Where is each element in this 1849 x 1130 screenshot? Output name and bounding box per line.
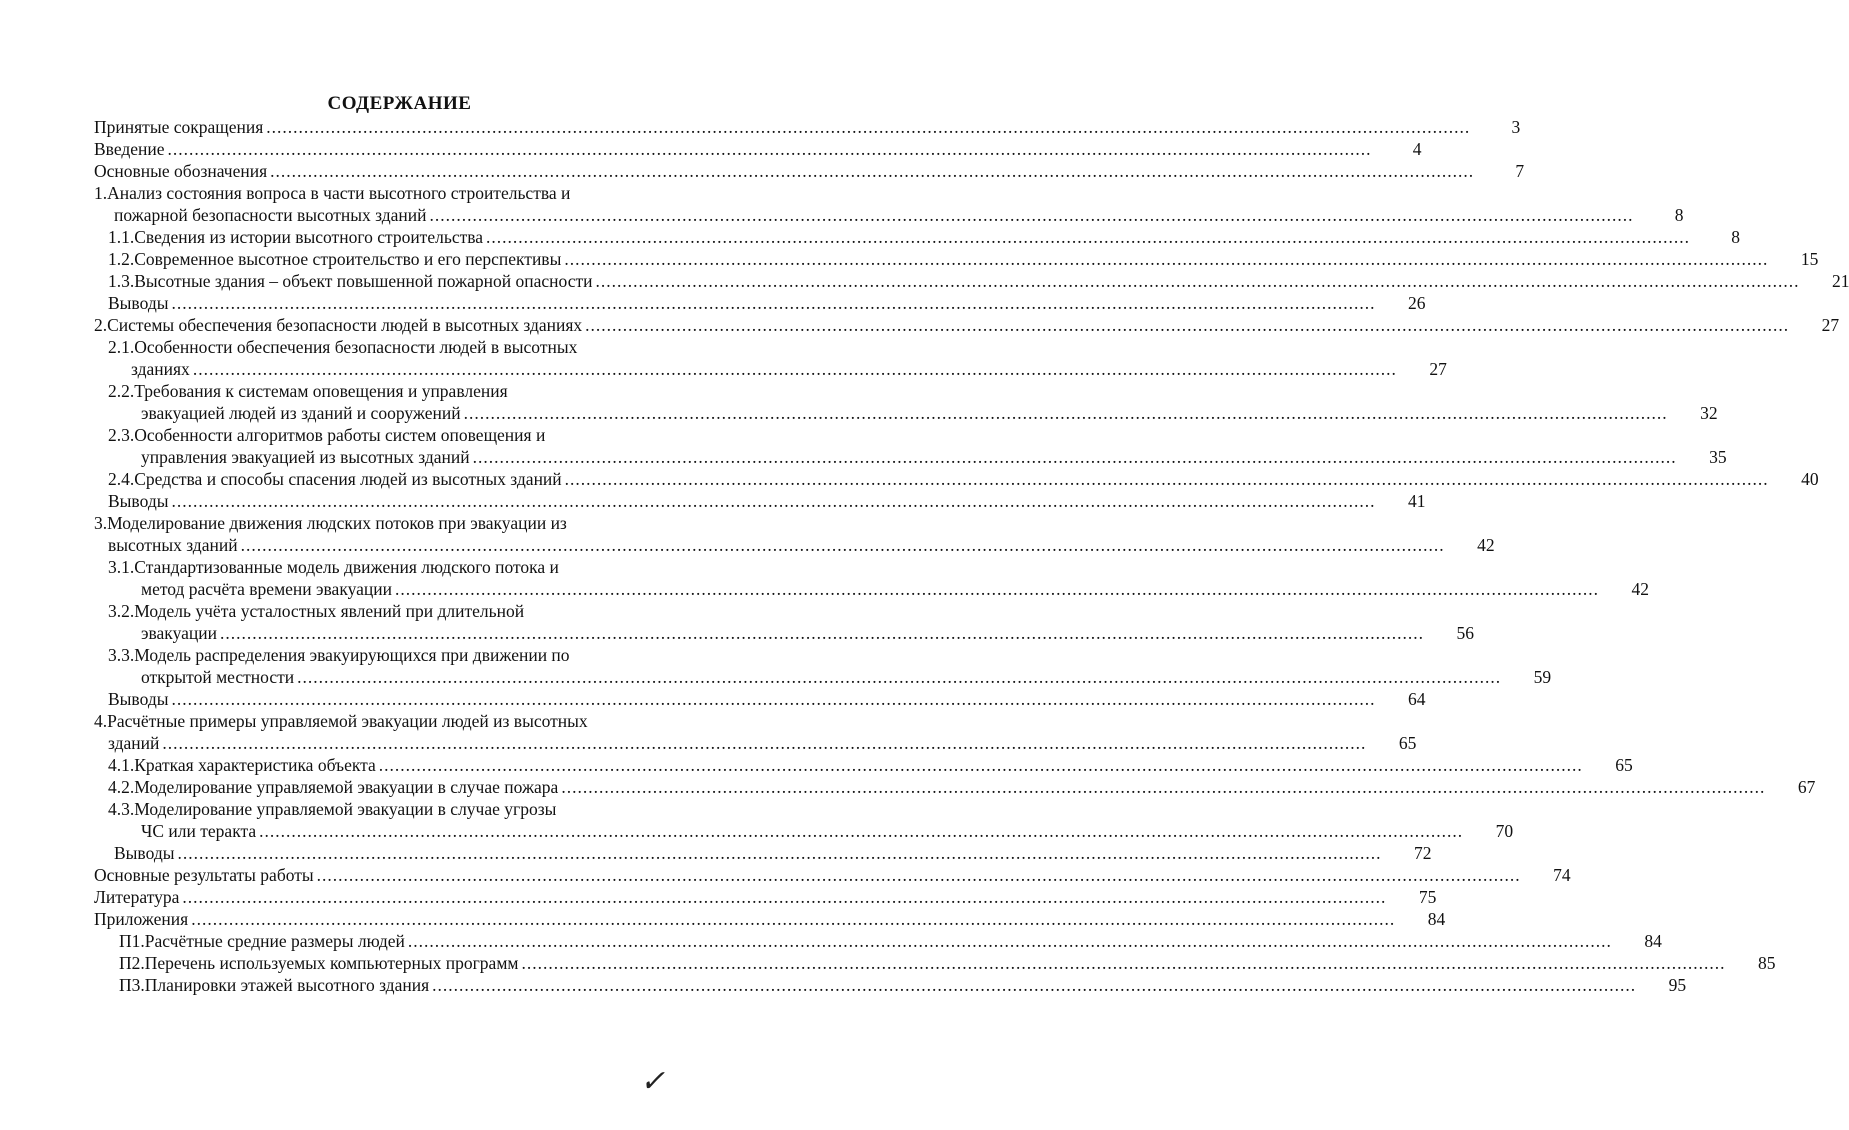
toc-page-number: 56 [1456, 623, 1474, 643]
toc-entry-title: 3.Моделирование движения людских потоков при эвакуации из [94, 513, 567, 533]
toc-entry-title: открытой местности [141, 667, 295, 687]
dot-leader [162, 732, 1366, 754]
dot-leader [585, 314, 1789, 336]
toc-entry [94, 116, 1521, 138]
toc-entry [94, 468, 1819, 490]
toc-entry [94, 930, 1662, 952]
toc-entry-title: метод расчёта времени эвакуации [141, 579, 392, 599]
toc-page-number: 67 [1797, 777, 1816, 797]
dot-leader [171, 490, 1375, 512]
toc-page-number: 42 [1477, 535, 1495, 555]
toc-page-number: 26 [1407, 293, 1426, 313]
toc-entry-title: Выводы [114, 843, 175, 863]
toc-entry-title: 4.Расчётные примеры управляемой эвакуации людей из высотных [94, 711, 588, 731]
dot-leader [193, 358, 1397, 380]
dot-leader [408, 930, 1612, 952]
toc-entry [94, 644, 1552, 688]
toc-page-number: 15 [1800, 249, 1819, 269]
dot-leader [430, 204, 1634, 226]
toc-entry-title: П2.Перечень используемых компьютерных программ [119, 953, 519, 973]
toc-page-number: 8 [1674, 205, 1684, 225]
toc-entry-title: Приложения [94, 909, 189, 929]
toc-entry-title: Выводы [108, 293, 169, 313]
toc-page-number: 72 [1413, 843, 1432, 863]
toc-entry [94, 952, 1776, 974]
toc-entry [94, 138, 1422, 160]
toc-page-number: 32 [1700, 403, 1718, 423]
toc-entry [94, 556, 1649, 600]
toc-page-number: 42 [1631, 579, 1649, 599]
toc-entry [94, 710, 1417, 754]
toc-page-number: 84 [1644, 931, 1662, 951]
dot-leader [561, 776, 1765, 798]
toc-entry [94, 424, 1727, 468]
dot-leader [564, 248, 1768, 270]
dot-leader [473, 446, 1677, 468]
toc-entry [94, 160, 1525, 182]
handwritten-mark: ✓ [640, 1064, 666, 1099]
toc-page-number: 35 [1709, 447, 1727, 467]
toc-entry-title: эвакуации [141, 623, 217, 643]
dot-leader [521, 952, 1725, 974]
toc-entry-title: 2.3.Особенности алгоритмов работы систем оповещения и [108, 425, 546, 445]
toc-entry-title: Основные обозначения [94, 161, 268, 181]
toc-entry-title: 2.Системы обеспечения безопасности людей в высотных зданиях [94, 315, 583, 335]
toc-entry [94, 842, 1432, 864]
toc-entry-title: 2.1.Особенности обеспечения безопасности людей в высотных [108, 337, 578, 357]
toc-entry-title: Выводы [108, 689, 169, 709]
dot-leader [270, 160, 1474, 182]
toc-page-number: 85 [1757, 953, 1776, 973]
toc-entry-title: Литература [94, 887, 180, 907]
toc-entry [94, 182, 1684, 226]
toc-page-number: 27 [1821, 315, 1840, 335]
dot-leader [168, 138, 1372, 160]
toc-page-number: 40 [1801, 469, 1819, 489]
toc-entry [94, 688, 1426, 710]
dot-leader [432, 974, 1636, 996]
toc-page-number: 84 [1427, 909, 1446, 929]
toc-entry-title: 4.1.Краткая характеристика объекта [108, 755, 376, 775]
toc-entry-title: зданий [108, 733, 160, 753]
toc-entry-title: 3.1.Стандартизованные модель движения людского потока и [108, 557, 559, 577]
toc-entry-title: Основные результаты работы [94, 865, 314, 885]
toc-entry [94, 490, 1426, 512]
toc-entry [94, 336, 1447, 380]
toc-entry-title: П1.Расчётные средние размеры людей [119, 931, 405, 951]
toc-entry-title: пожарной безопасности высотных зданий [114, 205, 427, 225]
toc-page-number: 59 [1533, 667, 1552, 687]
table-of-contents [94, 116, 1849, 996]
toc-page-number: 27 [1429, 359, 1447, 379]
page-title: СОДЕРЖАНИЕ [327, 93, 472, 114]
toc-page-number: 21 [1831, 271, 1849, 291]
toc-page-number: 7 [1515, 161, 1525, 181]
toc-page-number: 65 [1615, 755, 1633, 775]
toc-entry-title: 1.2.Современное высотное строительство и его перспективы [108, 249, 562, 269]
toc-entry [94, 908, 1446, 930]
toc-entry-title: 3.2.Модель учёта усталостных явлений при длительной [108, 601, 525, 621]
toc-entry-title: 2.4.Средства и способы спасения людей из высотных зданий [108, 469, 562, 489]
dot-leader [177, 842, 1381, 864]
toc-page-number: 95 [1668, 975, 1687, 995]
toc-entry [94, 798, 1514, 842]
toc-page-number: 64 [1407, 689, 1426, 709]
dot-leader [191, 908, 1395, 930]
toc-entry [94, 226, 1741, 248]
toc-page-number: 41 [1407, 491, 1426, 511]
toc-entry-title: ЧС или теракта [141, 821, 257, 841]
toc-entry-title: зданиях [131, 359, 190, 379]
dot-leader [395, 578, 1599, 600]
toc-page-number: 3 [1511, 117, 1521, 137]
dot-leader [266, 116, 1470, 138]
toc-entry-title: 4.2.Моделирование управляемой эвакуации в случае пожара [108, 777, 559, 797]
toc-entry-title: 1.1.Сведения из истории высотного строительства [108, 227, 484, 247]
toc-entry-title: Выводы [108, 491, 169, 511]
toc-entry-title: П3.Планировки этажей высотного здания [119, 975, 430, 995]
dot-leader [220, 622, 1424, 644]
toc-entry [94, 512, 1495, 556]
toc-page-number: 74 [1553, 865, 1571, 885]
toc-page-number: 75 [1418, 887, 1437, 907]
dot-leader [379, 754, 1583, 776]
toc-entry [94, 864, 1571, 886]
toc-page-number: 65 [1398, 733, 1417, 753]
dot-leader [317, 864, 1521, 886]
dot-leader [565, 468, 1769, 490]
toc-entry [94, 974, 1687, 996]
toc-entry-title: эвакуацией людей из зданий и сооружений [141, 403, 461, 423]
dot-leader [259, 820, 1463, 842]
toc-entry [94, 314, 1840, 336]
toc-entry [94, 754, 1633, 776]
toc-page-number: 4 [1412, 139, 1422, 159]
toc-entry [94, 886, 1437, 908]
dot-leader [241, 534, 1445, 556]
toc-entry-title: 3.3.Модель распределения эвакуирующихся при движении по [108, 645, 570, 665]
toc-page-number: 8 [1731, 227, 1741, 247]
toc-entry [94, 292, 1426, 314]
dot-leader [182, 886, 1386, 908]
toc-entry-title: 1.Анализ состояния вопроса в части высотного строительства и [94, 183, 571, 203]
dot-leader [297, 666, 1501, 688]
dot-leader [464, 402, 1668, 424]
toc-entry-title: Введение [94, 139, 165, 159]
toc-entry [94, 270, 1849, 292]
dot-leader [486, 226, 1690, 248]
toc-entry [94, 600, 1474, 644]
toc-entry-title: Принятые сокращения [94, 117, 264, 137]
toc-entry-title: 2.2.Требования к системам оповещения и управления [108, 381, 508, 401]
toc-entry-title: 1.3.Высотные здания – объект повышенной пожарной опасности [108, 271, 593, 291]
dot-leader [171, 292, 1375, 314]
toc-entry-title: высотных зданий [108, 535, 238, 555]
toc-entry [94, 776, 1816, 798]
toc-entry-title: 4.3.Моделирование управляемой эвакуации в случае угрозы [108, 799, 557, 819]
toc-entry [94, 248, 1819, 270]
toc-entry-title: управления эвакуацией из высотных зданий [141, 447, 470, 467]
toc-entry [94, 380, 1718, 424]
dot-leader [595, 270, 1799, 292]
dot-leader [171, 688, 1375, 710]
toc-page-number: 70 [1495, 821, 1514, 841]
